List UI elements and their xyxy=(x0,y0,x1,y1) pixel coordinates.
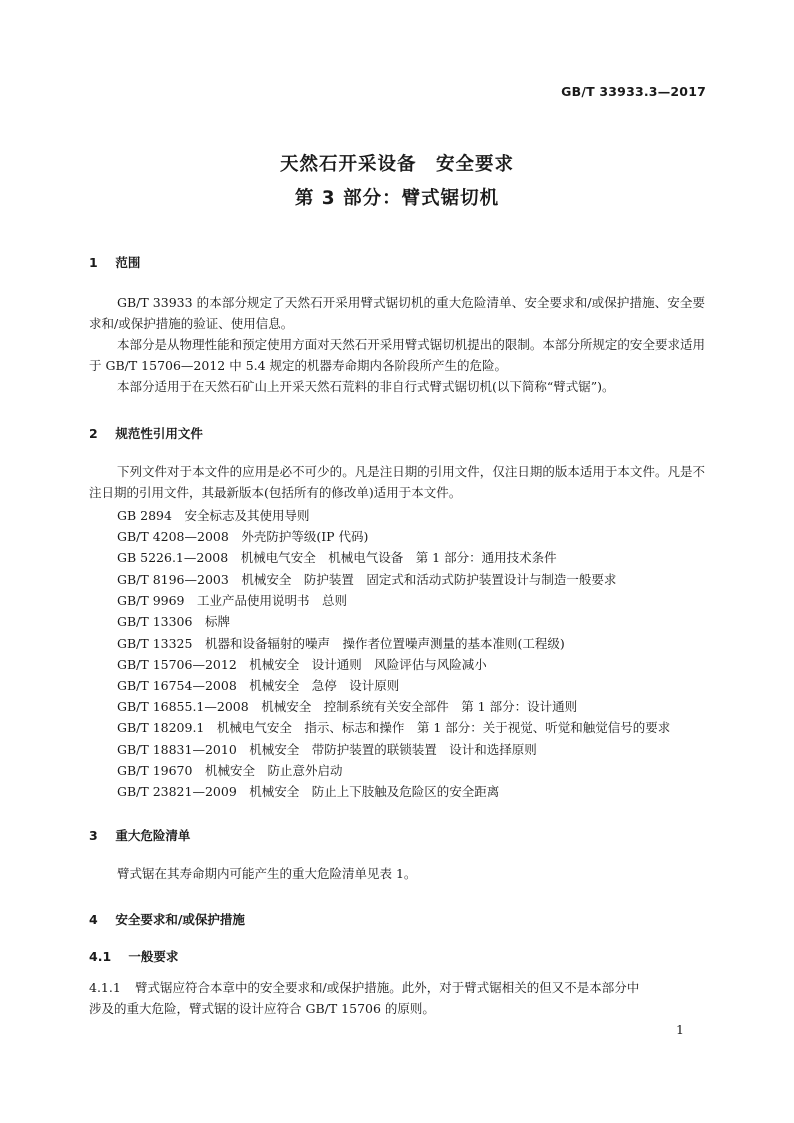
subsection-4-1-heading xyxy=(89,947,178,965)
section-3-heading xyxy=(89,826,190,844)
clause-text-line-1: 臂式锯应符合本章中的安全要求和/或保护措施。此外，对于臂式锯相关的但又不是本部分中 xyxy=(135,980,640,995)
reference-item: GB 2894 安全标志及其使用导则 xyxy=(117,508,310,523)
document-subtitle: 第 3 部分：臂式锯切机 xyxy=(294,188,500,209)
reference-item: GB/T 9969 工业产品使用说明书 总则 xyxy=(117,593,348,608)
reference-item: GB/T 19670 机械安全 防止意外启动 xyxy=(117,763,343,778)
section-4-heading xyxy=(89,910,245,928)
subsection-title: 一般要求 xyxy=(128,949,179,964)
section-2-intro: 下列文件对于本文件的应用是必不可少的。凡是注日期的引用文件，仅注日期的版本适用于本文件。凡是不注日期的引用文件，其最新版本(包括所有的修改单)适用于本文件。 xyxy=(89,464,705,500)
section-1-paragraph-2: 本部分是从物理性能和预定使用方面对天然石开采用臂式锯切机提出的限制。本部分所规定的安全要求适用于 GB/T 15706—2012 中 5.4 规定的机器寿命期内各阶段所产生的危险。 xyxy=(89,337,705,373)
section-3-paragraph: 臂式锯在其寿命期内可能产生的重大危险清单见表 1。 xyxy=(117,866,417,881)
section-number: 3 xyxy=(89,828,98,843)
section-title: 安全要求和/或保护措施 xyxy=(115,912,245,927)
clause-4-1-1 xyxy=(89,977,639,998)
section-number: 4 xyxy=(89,912,98,927)
reference-item: GB/T 4208—2008 外壳防护等级(IP 代码) xyxy=(117,529,369,544)
clause-4-1-1-continuation: 涉及的重大危险，臂式锯的设计应符合 GB/T 15706 的原则。 xyxy=(89,1001,435,1016)
reference-item: GB/T 15706—2012 机械安全 设计通则 风险评估与风险减小 xyxy=(117,657,487,672)
page-number: 1 xyxy=(676,1022,684,1037)
reference-item: GB/T 16754—2008 机械安全 急停 设计原则 xyxy=(117,678,400,693)
reference-item: GB/T 18209.1 机械电气安全 指示、标志和操作 第 1 部分：关于视觉、听觉和触觉信号的要求 xyxy=(117,720,671,735)
document-title: 天然石开采设备 安全要求 xyxy=(279,154,514,175)
reference-item: GB/T 16855.1—2008 机械安全 控制系统有关安全部件 第 1 部分：设计通则 xyxy=(117,699,578,714)
reference-item: GB/T 8196—2003 机械安全 防护装置 固定式和活动式防护装置设计与制造一般要求 xyxy=(117,572,617,587)
subsection-number: 4.1 xyxy=(89,949,112,964)
section-title: 范围 xyxy=(115,255,141,270)
section-1-heading xyxy=(89,253,140,271)
section-title: 规范性引用文件 xyxy=(115,426,203,441)
standard-number: GB/T 33933.3—2017 xyxy=(561,84,706,99)
section-number: 1 xyxy=(89,255,98,270)
reference-item: GB 5226.1—2008 机械电气安全 机械电气设备 第 1 部分：通用技术条件 xyxy=(117,550,557,565)
reference-item: GB/T 18831—2010 机械安全 带防护装置的联锁装置 设计和选择原则 xyxy=(117,742,537,757)
clause-number: 4.1.1 xyxy=(89,980,121,995)
reference-item: GB/T 23821—2009 机械安全 防止上下肢触及危险区的安全距离 xyxy=(117,784,500,799)
section-2-heading xyxy=(89,424,203,442)
reference-item: GB/T 13306 标牌 xyxy=(117,614,230,629)
section-1-paragraph-3: 本部分适用于在天然石矿山上开采天然石荒料的非自行式臂式锯切机(以下简称“臂式锯”)。 xyxy=(117,379,615,394)
section-title: 重大危险清单 xyxy=(115,828,191,843)
reference-item: GB/T 13325 机器和设备辐射的噪声 操作者位置噪声测量的基本准则(工程级) xyxy=(117,636,565,651)
section-1-paragraph-1: GB/T 33933 的本部分规定了天然石开采用臂式锯切机的重大危险清单、安全要求和/或保护措施、安全要求和/或保护措施的验证、使用信息。 xyxy=(89,295,705,331)
section-number: 2 xyxy=(89,426,98,441)
